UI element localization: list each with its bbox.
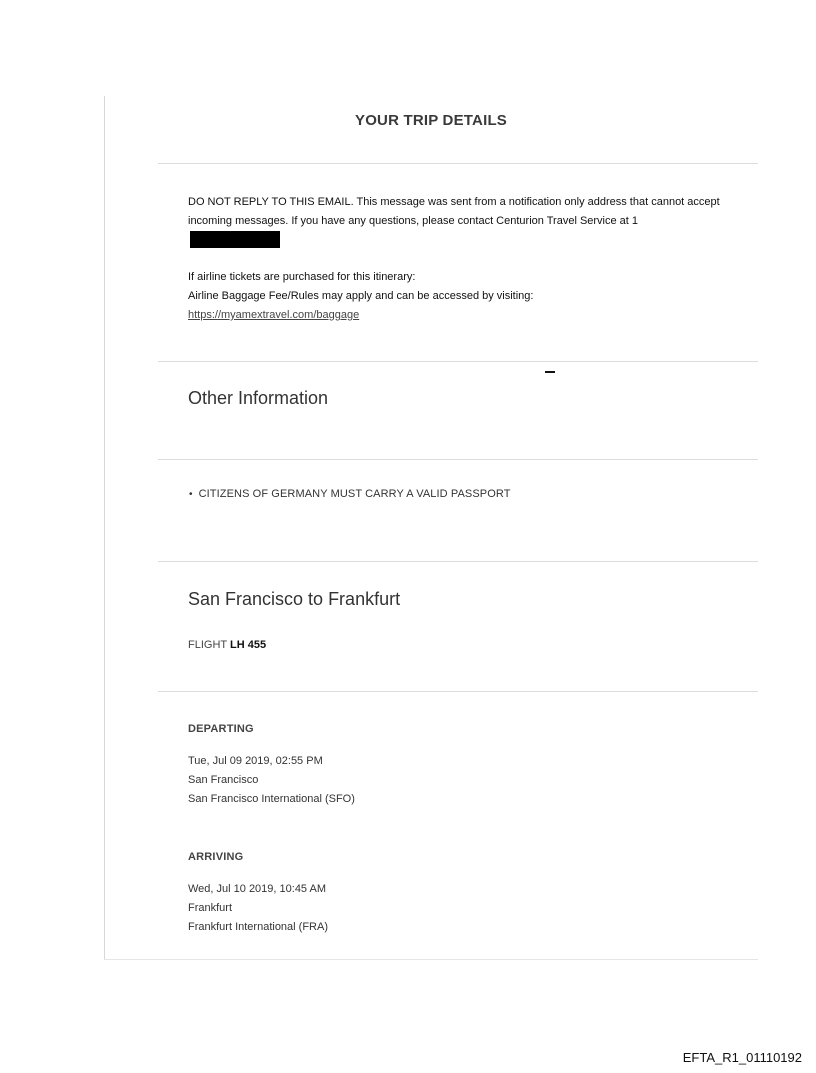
container-bottom-border — [104, 959, 758, 960]
stray-mark — [545, 371, 555, 373]
divider — [158, 459, 758, 460]
page-title: YOUR TRIP DETAILS — [354, 112, 508, 129]
other-information-heading: Other Information — [188, 388, 329, 408]
departing-details — [188, 752, 355, 809]
baggage-info — [188, 268, 728, 325]
bullet-icon: • — [189, 489, 193, 500]
document-id: EFTA_R1_01110192 — [682, 1050, 802, 1065]
arriving-datetime: Wed, Jul 10 2019, 10:45 AM — [188, 883, 326, 895]
divider — [158, 163, 758, 164]
arriving-airport: Frankfurt International (FRA) — [188, 921, 328, 933]
divider — [158, 561, 758, 562]
list-item — [189, 488, 511, 500]
departing-label: DEPARTING — [188, 723, 254, 735]
baggage-line-1: If airline tickets are purchased for this itinerary: — [188, 271, 416, 283]
flight-route-heading: San Francisco to Frankfurt — [188, 589, 401, 609]
departing-airport: San Francisco International (SFO) — [188, 793, 355, 805]
arriving-city: Frankfurt — [188, 902, 233, 914]
no-reply-notice — [188, 193, 728, 251]
departing-datetime: Tue, Jul 09 2019, 02:55 PM — [188, 755, 323, 767]
divider — [158, 691, 758, 692]
redacted-phone-number — [190, 231, 280, 248]
arriving-details — [188, 880, 328, 937]
list-item-text: CITIZENS OF GERMANY MUST CARRY A VALID PASSPORT — [198, 488, 511, 500]
departing-city: San Francisco — [188, 774, 259, 786]
baggage-line-2: Airline Baggage Fee/Rules may apply and can be accessed by visiting: — [188, 290, 534, 302]
container-left-border — [104, 96, 105, 960]
divider — [158, 361, 758, 362]
flight-label: FLIGHT — [188, 639, 227, 651]
arriving-label: ARRIVING — [188, 851, 244, 863]
flight-number-line — [188, 639, 266, 651]
no-reply-notice-text: DO NOT REPLY TO THIS EMAIL. This message was sent from a notification only address that cannot accept incoming messages. If you have any questions, please contact Centurion Travel Service at 1 — [188, 196, 720, 227]
baggage-link[interactable]: https://myamextravel.com/baggage — [188, 309, 360, 321]
flight-number: LH 455 — [229, 639, 267, 651]
